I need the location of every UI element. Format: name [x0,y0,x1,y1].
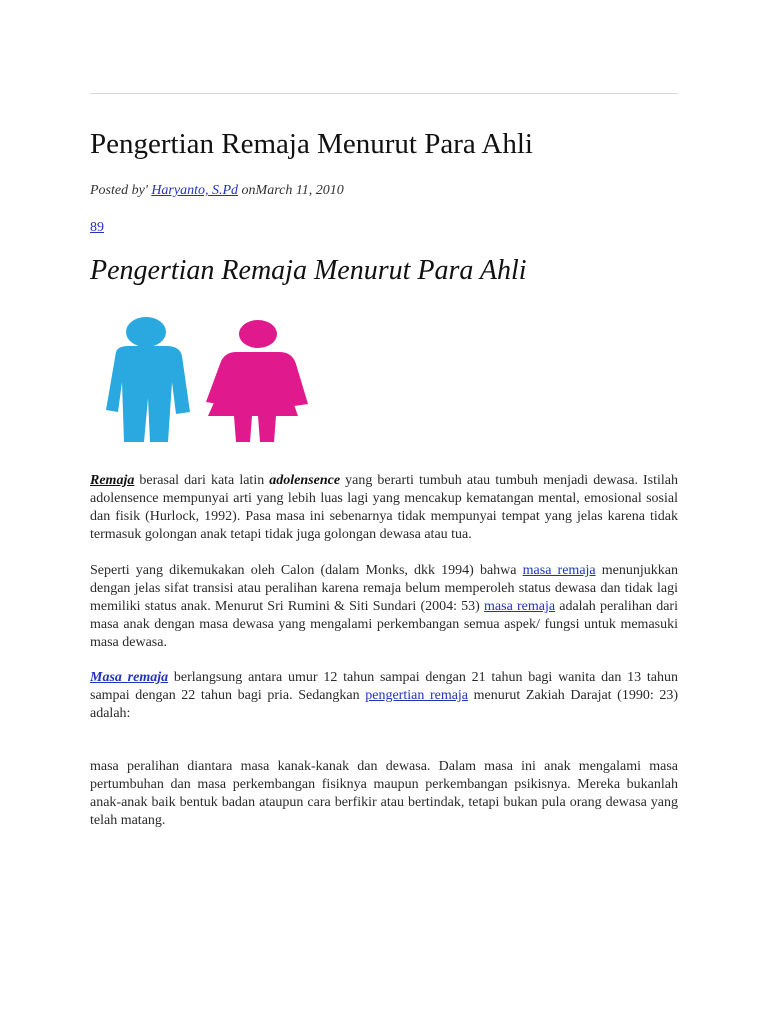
text: menurut Zakiah Darajat (1990: 23) adalah: [90,688,679,721]
female-figure [206,320,308,442]
paragraph-2 [90,562,678,652]
text: yang berarti tumbuh atau tumbuh menjadi dewasa. Istilah adolensence mempunyai arti yang lebih luas lagi yang mencakup kematangan mental, emosional sosial dan fisik (Hurlock, 1992). Pasa masa ini sebenarnya tidak mempunyai tempat yang jelas karena tidak termasuk golongan anak tetapi tidak juga golongan dewasa atau tua. [90,473,679,542]
text: berlangsung antara umur 12 tahun sampai dengan 21 tahun bagi wanita dan 13 tahun sampai dengan 22 tahun bagi pria. Sedangkan [90,670,679,703]
text: menunjukkan dengan jelas sifat transisi atau peralihan karena remaja belum memperoleh status dewasa dan tidak lagi memiliki status anak. Menurut Sri Rumini & Siti Sundari (2004: 53) [90,563,678,614]
post-meta [90,183,344,199]
comment-count-link[interactable]: 89 [90,220,104,235]
text: berasal dari kata latin [134,473,270,488]
paragraph-4: masa peralihan diantara masa kanak-kanak dan dewasa. Dalam masa ini anak mengalami masa pertumbuhan dan masa perkembangan fisiknya maupun perkembangan psikisnya. Mereka bukanlah anak-anak baik bentuk badan ataupun cara berfikir atau bertindak, tetapi bukan pula orang dewasa yang telah matang. [90,759,678,828]
masa-remaja-link[interactable]: masa remaja [522,563,596,578]
text: Seperti yang dikemukakan oleh Calon (dalam Monks, dkk 1994) bahwa [90,563,523,578]
masa-remaja-bold-link[interactable]: Masa remaja [90,670,169,685]
male-figure [106,317,190,442]
pengertian-remaja-link[interactable]: pengertian remaja [365,688,469,703]
page-title: Pengertian Remaja Menurut Para Ahli [90,128,533,160]
remaja-term[interactable]: Remaja [90,473,135,488]
male-female-figures-image [96,312,320,448]
text: adalah peralihan dari masa anak dengan masa dewasa yang mengalami perkembangan semua aspek/ fungsi untuk memasuki masa dewasa. [90,599,678,650]
meta-prefix: Posted by' [90,183,152,198]
masa-remaja-link-2[interactable]: masa remaja [484,599,556,614]
article-heading: Pengertian Remaja Menurut Para Ahli [90,255,527,286]
post-date: onMarch 11, 2010 [238,183,344,198]
adolensence-term: adolensence [269,473,341,488]
author-link[interactable]: Haryanto, S.Pd [151,183,239,198]
paragraph-3 [90,669,678,723]
divider [90,93,678,94]
paragraph-1 [90,472,678,544]
